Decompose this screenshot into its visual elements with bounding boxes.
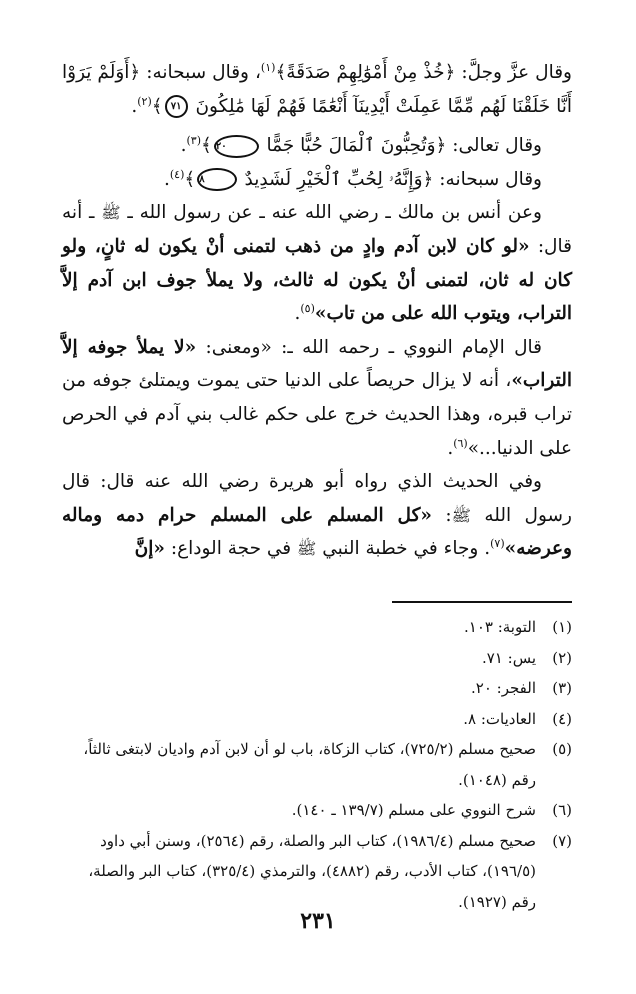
footnote-item <box>62 612 572 643</box>
text-run: وقال تعالى: <box>446 135 542 157</box>
text-run: : <box>431 504 452 526</box>
footnote-item <box>62 734 572 795</box>
salawat-ligature: ﷺ <box>297 539 317 559</box>
footnote-number: (٦) <box>552 801 572 819</box>
text-run: ، وقال سبحانه: <box>140 62 261 83</box>
text-run: وفي الحديث الذي رواه أبو هريرة رضي الله عنه قال: قال رسول الله <box>62 471 572 526</box>
footnote-number: (٣) <box>552 679 572 697</box>
footnote-item <box>62 826 572 918</box>
footnote-ref[interactable]: (٢) <box>137 94 152 108</box>
text-run: وقال سبحانه: <box>433 168 542 190</box>
footnotes <box>62 612 572 917</box>
footnote-text: الفجر: ٢٠. <box>470 679 536 697</box>
quran-verse: ﴿خُذْ مِنْ أَمْوَٰلِهِمْ صَدَقَةً﴾ <box>275 62 456 83</box>
footnote-item <box>62 673 572 704</box>
quran-verse: ﴿أَوَلَمْ يَرَوْا أَنَّا خَلَقْنَا لَهُم مِّمَّا عَمِلَتْ أَيْدِينَآ أَنْعَٰمًا فَهُمْ لَهَا مَٰلِكُونَ <box>62 62 572 117</box>
text-run: وعن أنس بن مالك ـ رضي الله عنه ـ عن رسول الله ـ <box>120 202 542 224</box>
footnote-ref[interactable]: (٧) <box>490 537 505 551</box>
footnote-ref[interactable]: (٤) <box>169 167 185 181</box>
quran-bracket: ﴾ <box>200 135 212 157</box>
quran-bracket: ﴾ <box>151 95 163 117</box>
text-run: قال الإمام النووي ـ رحمه الله ـ: «ومعنى: <box>196 336 542 358</box>
ayah-number-marker: ٢٠ <box>214 135 259 158</box>
paragraph-hadith-anas <box>62 196 572 330</box>
text-run: . وجاء في خطبة النبي <box>316 538 491 560</box>
footnote-number: (٧) <box>552 831 572 850</box>
hadith-text: «لو كان لابن آدم وادٍ من ذهب لتمنى أنْ يكون له ثانٍ، ولو كان له ثان، لتمنى أنْ يكون له ثالث، ولا يملأ جوف ابن آدم إلاَّ التراب، ويتوب الله على من تاب» <box>62 235 572 325</box>
quran-bracket: ﴾ <box>184 168 196 190</box>
salawat-ligature: ﷺ <box>101 203 121 223</box>
page-number: ٢٣١ <box>300 908 336 934</box>
text-run: ، أنه لا يزال حريصاً على الدنيا حتى يموت ويمتلئ جوفه من تراب قبره، وهذا الحديث خرج على حكم غالب بني آدم في الحرص على الدنيا...» <box>62 370 572 459</box>
hadith-text: «كل المسلم على المسلم حرام دمه وماله وعرضه» <box>62 504 572 560</box>
footnote-text: صحيح مسلم (١٩٨٦/٤)، كتاب البر والصلة، رقم (٢٥٦٤)، وسنن أبي داود (١٩٦/٥)، كتاب الأدب، رقم (٤٨٨٢)، والترمذي (٣٢٥/٤)، كتاب البر والصلة، رقم (١٩٢٧). <box>88 831 536 911</box>
text-run: . <box>447 437 454 459</box>
text-run: وقال عزَّ وجلَّ: <box>455 62 572 83</box>
paragraph-hadith-abu-hurayra <box>62 465 572 566</box>
ayah-number-marker: ٧١ <box>165 95 188 118</box>
footnote-text: يس: ٧١. <box>481 648 536 667</box>
text-run: ـ أنه قال: <box>62 202 572 257</box>
quran-verse: ﴿وَإِنَّهُۥ لِحُبِّ ٱلْخَيْرِ لَشَدِيدٌ <box>244 168 434 190</box>
paragraph-nawawi <box>62 331 572 465</box>
text-run: . <box>131 95 138 117</box>
paragraph-quran-verse-2 <box>62 129 572 163</box>
footnote-item <box>62 704 572 735</box>
text-run: في حجة الوداع: <box>164 538 298 560</box>
footnote-ref[interactable]: (٦) <box>453 436 468 450</box>
footnote-ref[interactable]: (٥) <box>300 302 315 315</box>
footnote-text: التوبة: ١٠٣. <box>463 618 536 636</box>
footnote-separator <box>392 601 572 603</box>
footnote-number: (٤) <box>552 709 572 728</box>
footnote-text: العاديات: ٨. <box>463 709 536 728</box>
footnote-text: صحيح مسلم (٧٢٥/٢)، كتاب الزكاة، باب لو أن لابن آدم واديان لابتغى ثالثاً، رقم (١٠٤٨). <box>83 740 536 789</box>
footnote-number: (٢) <box>552 648 572 667</box>
text-run: . <box>163 168 170 190</box>
salawat-ligature: ﷺ <box>451 505 471 525</box>
text-run: . <box>180 135 187 157</box>
footnote-item <box>62 643 572 674</box>
main-text <box>62 56 572 566</box>
footnote-number: (١) <box>552 618 572 636</box>
quran-verse: ﴿وَتُحِبُّونَ ٱلْمَالَ حُبًّا جَمًّا <box>266 135 447 157</box>
paragraph-quran-verse-3 <box>62 163 572 197</box>
footnote-text: شرح النووي على مسلم (١٣٩/٧ ـ ١٤٠). <box>291 801 536 819</box>
footnote-ref[interactable]: (٣) <box>186 134 201 148</box>
ayah-number-marker: ٨ <box>197 168 236 191</box>
footnote-number: (٥) <box>552 740 572 758</box>
text-run: . <box>294 303 301 325</box>
paragraph-quran-verses-1 <box>62 56 572 123</box>
footnote-item <box>62 795 572 826</box>
hadith-quote: «لا يملأ جوفه إلاَّ التراب» <box>62 336 572 392</box>
text-run: «إنَّ <box>134 538 165 560</box>
footnote-ref[interactable]: (١) <box>260 60 276 74</box>
